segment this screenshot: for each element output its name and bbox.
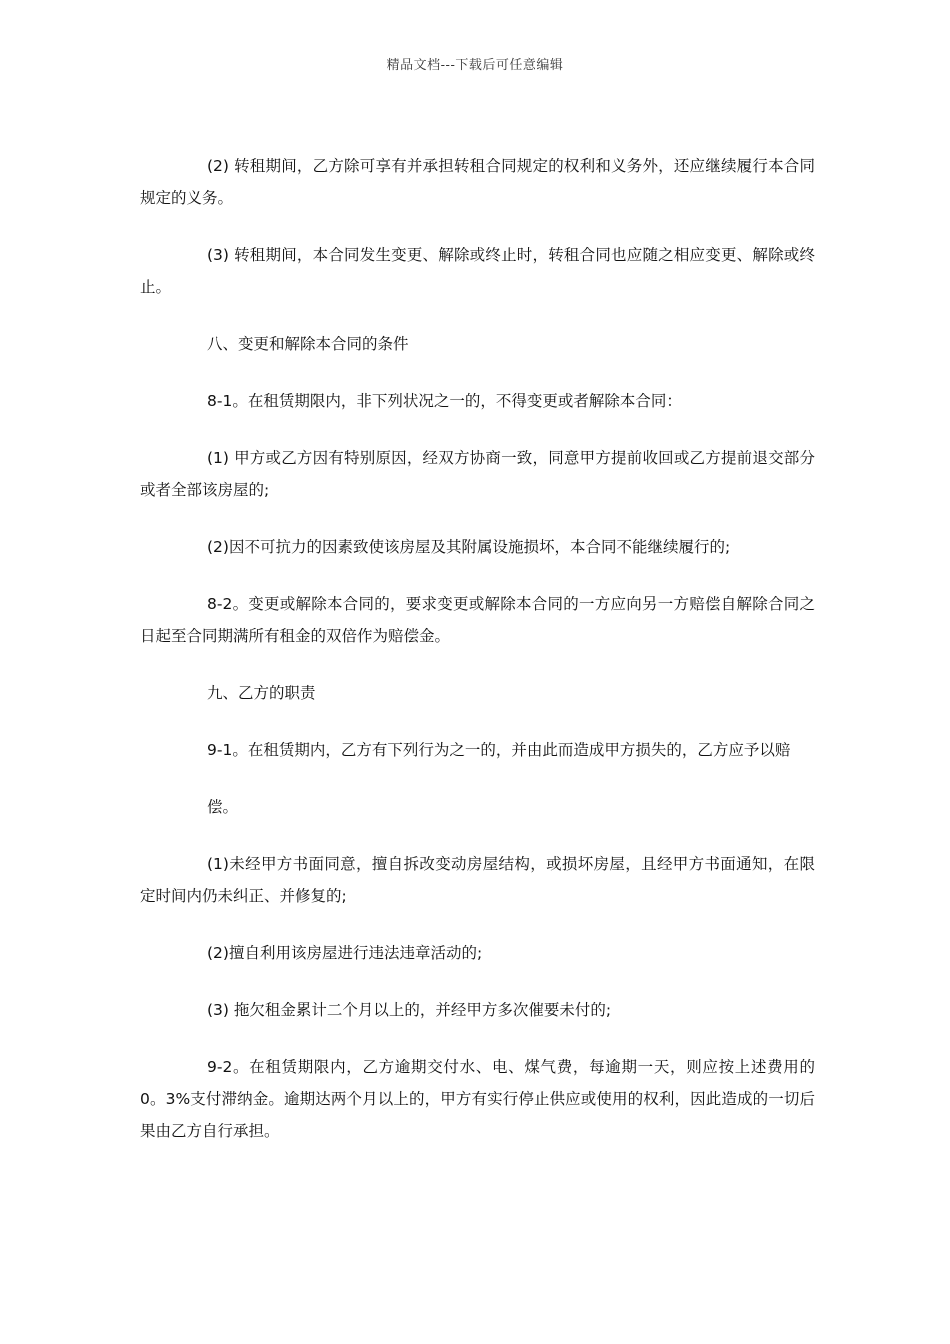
section-heading-9: 九、乙方的职责 [207, 684, 316, 702]
clause-9-1-continuation: 偿。 [207, 798, 239, 816]
page-header: 精品文档---下载后可任意编辑 [386, 58, 564, 73]
clause-8-2: 8-2。变更或解除本合同的，要求变更或解除本合同的一方应向另一方赔偿自解除合同之日起至合同期满所有租金的双倍作为赔偿金。 [140, 595, 815, 645]
paragraph-sublet-changes: (3) 转租期间，本合同发生变更、解除或终止时，转租合同也应随之相应变更、解除或终止。 [140, 246, 815, 296]
clause-9-1-item-3: (3) 拖欠租金累计二个月以上的，并经甲方多次催要未付的; [207, 1001, 612, 1019]
document-body [140, 150, 815, 1172]
paragraph-sublet-obligations: (2) 转租期间，乙方除可享有并承担转租合同规定的权利和义务外，还应继续履行本合同规定的义务。 [140, 157, 815, 207]
clause-9-1-item-1: (1)未经甲方书面同意，擅自拆改变动房屋结构，或损坏房屋，且经甲方书面通知，在限定时间内仍未纠正、并修复的; [140, 855, 815, 905]
clause-9-1: 9-1。在租赁期内，乙方有下列行为之一的，并由此而造成甲方损失的，乙方应予以赔 [207, 741, 791, 759]
section-heading-8: 八、变更和解除本合同的条件 [207, 335, 409, 353]
clause-9-2: 9-2。在租赁期限内，乙方逾期交付水、电、煤气费，每逾期一天，则应按上述费用的0。3%支付滞纳金。逾期达两个月以上的，甲方有实行停止供应或使用的权利，因此造成的一切后果由乙方自行承担。 [140, 1058, 815, 1140]
clause-8-1-item-1: (1) 甲方或乙方因有特别原因，经双方协商一致，同意甲方提前收回或乙方提前退交部分或者全部该房屋的; [140, 449, 815, 499]
clause-9-1-item-2: (2)擅自利用该房屋进行违法违章活动的; [207, 944, 483, 962]
clause-8-1: 8-1。在租赁期限内，非下列状况之一的，不得变更或者解除本合同： [207, 392, 682, 410]
clause-8-1-item-2: (2)因不可抗力的因素致使该房屋及其附属设施损坏，本合同不能继续履行的; [207, 538, 731, 556]
